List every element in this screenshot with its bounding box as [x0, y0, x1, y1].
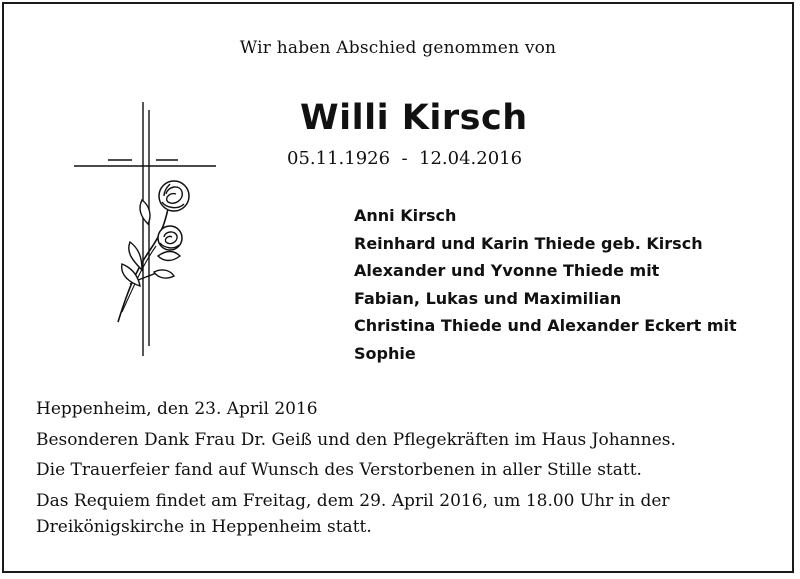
- cross-with-roses-icon: [70, 100, 220, 360]
- deceased-name: Willi Kirsch: [300, 98, 528, 138]
- life-dates: 05.11.1926 - 12.04.2016: [287, 148, 523, 169]
- list-item: Alexander und Yvonne Thiede mit: [354, 261, 660, 280]
- list-item: Reinhard und Karin Thiede geb. Kirsch: [354, 233, 703, 253]
- list-item: Anni Kirsch: [354, 206, 457, 225]
- list-item: Christina Thiede und Alexander Eckert mit: [354, 316, 737, 335]
- requiem-text-line-1: Das Requiem findet am Freitag, dem 29. April 2016, um 18.00 Uhr in der: [36, 490, 670, 511]
- list-item: Fabian, Lukas und Maximilian: [354, 288, 622, 308]
- obituary-notice: [2, 2, 794, 573]
- funeral-text: Die Trauerfeier fand auf Wunsch des Verstorbenen in aller Stille statt.: [36, 460, 642, 480]
- thanks-text: Besonderen Dank Frau Dr. Geiß und den Pflegekräften im Haus Johannes.: [36, 429, 676, 450]
- survivors-list: [354, 202, 737, 367]
- closing-section: [36, 396, 776, 541]
- intro-text: Wir haben Abschied genommen von: [239, 38, 557, 58]
- place-date: Heppenheim, den 23. April 2016: [36, 399, 318, 419]
- list-item: Sophie: [354, 343, 416, 363]
- requiem-text-line-2: Dreikönigskirche in Heppenheim statt.: [36, 517, 372, 537]
